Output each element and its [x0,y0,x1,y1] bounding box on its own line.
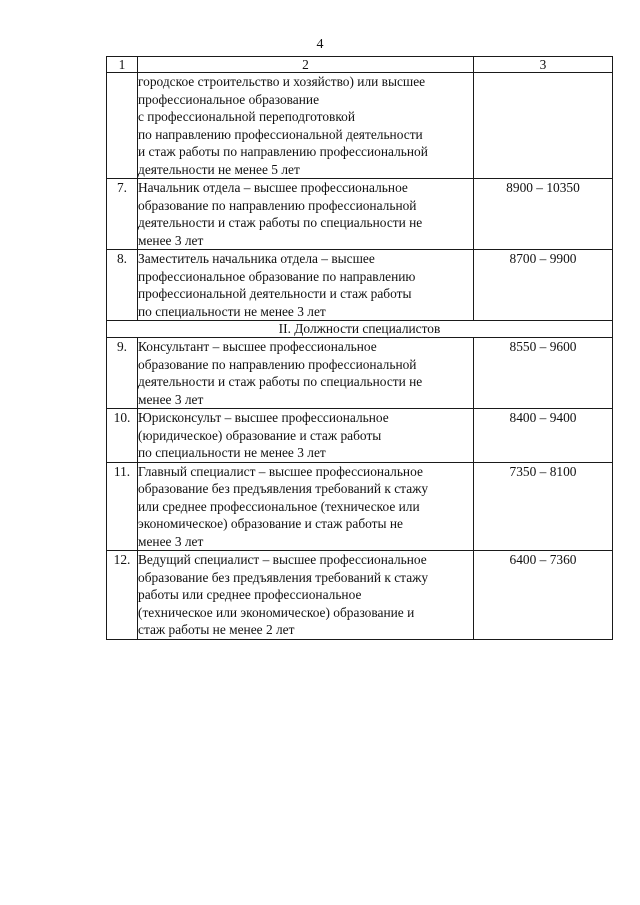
salary-range: 6400 – 7360 [474,551,613,640]
row-number-cell [107,73,138,179]
section-heading-row [107,321,613,338]
table-row-continuation [107,73,613,179]
row-number: 9. [107,338,138,409]
positions-salary-table [106,56,613,640]
salary-range: 7350 – 8100 [474,462,613,551]
position-description: Главный специалист – высшее профессиональное образование без предъявления требований к стажу или среднее профессиональное (техническое или экономическое) образование и стаж работы не менее 3 лет [138,462,474,551]
row-number: 11. [107,462,138,551]
table-row [107,551,613,640]
position-description: Ведущий специалист – высшее профессиональное образование без предъявления требований к стажу работы или среднее профессиональное (техническое или экономическое) образование и стаж работы не менее 2 лет [138,551,474,640]
salary-range-cell [474,73,613,179]
table-row [107,179,613,250]
row-number: 12. [107,551,138,640]
position-description: Начальник отдела – высшее профессиональное образование по направлению профессиональной деятельности и стаж работы по специальности не менее 3 лет [138,179,474,250]
salary-range: 8550 – 9600 [474,338,613,409]
position-description: Юрисконсульт – высшее профессиональное (юридическое) образование и стаж работы по специальности не менее 3 лет [138,409,474,463]
salary-range: 8900 – 10350 [474,179,613,250]
position-description: Заместитель начальника отдела – высшее профессиональное образование по направлению профессиональной деятельности и стаж работы по специальности не менее 3 лет [138,250,474,321]
position-description: городское строительство и хозяйство) или высшее профессиональное образование с профессиональной переподготовкой по направлению профессиональной деятельности и стаж работы по направлению профессиональной деятельности не менее 5 лет [138,73,474,179]
row-number: 8. [107,250,138,321]
salary-range: 8700 – 9900 [474,250,613,321]
position-description: Консультант – высшее профессиональное образование по направлению профессиональной деятельности и стаж работы по специальности не менее 3 лет [138,338,474,409]
table-row [107,250,613,321]
column-header-2: 2 [138,57,474,73]
table-header-row [107,57,613,73]
table-row [107,462,613,551]
section-title: II. Должности специалистов [107,321,613,338]
table-row [107,338,613,409]
column-header-3: 3 [474,57,613,73]
row-number: 7. [107,179,138,250]
salary-range: 8400 – 9400 [474,409,613,463]
table-row [107,409,613,463]
page-number: 4 [316,37,324,52]
column-header-1: 1 [107,57,138,73]
row-number: 10. [107,409,138,463]
